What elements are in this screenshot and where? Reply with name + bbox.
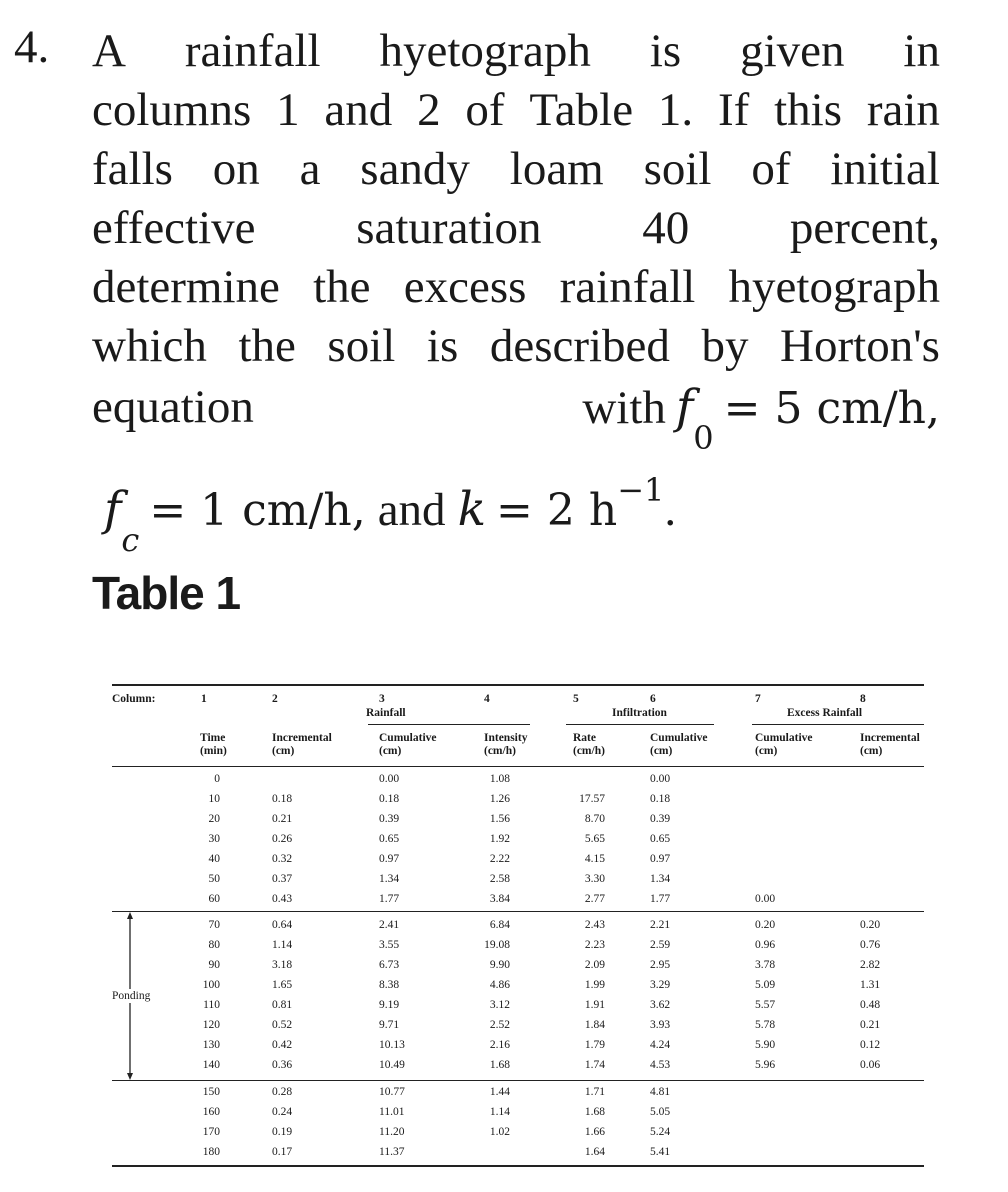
col-num-7: 7 (755, 693, 761, 705)
k-symbol: k (457, 482, 487, 537)
ponding-start-rule (112, 911, 924, 912)
cell-cumulative-rain: 2.41 (379, 919, 400, 931)
cell-cumulative-infiltration: 1.34 (650, 873, 671, 885)
header-rate: Rate (cm/h) (573, 732, 605, 757)
word: saturation (356, 202, 542, 254)
cell-cumulative-rain: 0.00 (379, 773, 400, 785)
cell-cumulative-infiltration: 1.77 (650, 893, 671, 905)
f0-symbol: f (675, 380, 694, 435)
cell-incremental-rain: 0.24 (272, 1106, 293, 1118)
cell-cumulative-rain: 10.49 (379, 1059, 405, 1071)
word: determine (92, 261, 280, 313)
cell-cumulative-excess: 3.78 (755, 959, 776, 971)
header-cumulative-excess: Cumulative (cm) (755, 732, 813, 757)
period: . (664, 484, 677, 536)
cell-cumulative-infiltration: 5.05 (650, 1106, 671, 1118)
cell-time: 180 (202, 1146, 220, 1158)
word: of (465, 84, 505, 136)
cell-incremental-rain: 1.14 (272, 939, 293, 951)
header-incremental-excess: Incremental (cm) (860, 732, 920, 757)
cell-cumulative-rain: 0.65 (379, 833, 400, 845)
fc-value: = 1 cm/h, (149, 485, 366, 536)
word: with (582, 382, 666, 434)
cell-time: 0 (214, 773, 220, 785)
word: percent, (789, 202, 940, 254)
word: If (717, 84, 750, 136)
cell-cumulative-infiltration: 4.81 (650, 1086, 671, 1098)
cell-incremental-rain: 0.18 (272, 793, 293, 805)
cell-cumulative-rain: 10.13 (379, 1039, 405, 1051)
cell-incremental-rain: 0.28 (272, 1086, 293, 1098)
cell-intensity: 1.92 (489, 833, 510, 845)
fc-subscript: c (121, 521, 140, 559)
cell-cumulative-rain: 1.77 (379, 893, 400, 905)
word: by (701, 320, 749, 372)
cell-intensity: 1.26 (489, 793, 510, 805)
word: A (92, 25, 126, 77)
ponding-end-rule (112, 1080, 924, 1081)
cell-time: 50 (208, 873, 220, 885)
cell-incremental-rain: 0.19 (272, 1126, 293, 1138)
cell-rate: 1.79 (584, 1039, 605, 1051)
question-line-5 (92, 261, 940, 313)
word: and (324, 84, 393, 136)
cell-rate: 1.66 (584, 1126, 605, 1138)
word: is (649, 25, 682, 77)
word: which (92, 320, 207, 372)
cell-time: 130 (202, 1039, 220, 1051)
word: sandy (360, 143, 470, 195)
cell-time: 120 (202, 1019, 220, 1031)
cell-rate: 5.65 (584, 833, 605, 845)
cell-incremental-excess: 2.82 (860, 959, 881, 971)
word: falls (92, 143, 173, 195)
cell-cumulative-rain: 8.38 (379, 979, 400, 991)
col-num-4: 4 (484, 693, 490, 705)
cell-incremental-excess: 0.76 (860, 939, 881, 951)
cell-cumulative-excess: 5.90 (755, 1039, 776, 1051)
word: excess (403, 261, 527, 313)
cell-intensity: 1.68 (489, 1059, 510, 1071)
fc-expression (104, 471, 677, 559)
word: the (313, 261, 371, 313)
cell-rate: 2.43 (584, 919, 605, 931)
word: and (377, 484, 446, 536)
k-exponent: −1 (617, 471, 665, 509)
cell-rate: 1.99 (584, 979, 605, 991)
cell-cumulative-excess: 5.57 (755, 999, 776, 1011)
cell-rate: 2.77 (584, 893, 605, 905)
cell-incremental-excess: 0.20 (860, 919, 881, 931)
group-rainfall: Rainfall (366, 707, 406, 719)
f0-expression (582, 380, 940, 457)
col-num-8: 8 (860, 693, 866, 705)
question-line-6 (92, 320, 940, 372)
cell-intensity: 19.08 (484, 939, 510, 951)
cell-incremental-excess: 0.12 (860, 1039, 881, 1051)
cell-time: 160 (202, 1106, 220, 1118)
cell-cumulative-rain: 1.34 (379, 873, 400, 885)
cell-cumulative-infiltration: 5.24 (650, 1126, 671, 1138)
cell-incremental-excess: 1.31 (860, 979, 881, 991)
cell-time: 150 (202, 1086, 220, 1098)
cell-intensity: 6.84 (489, 919, 510, 931)
word: columns (92, 84, 252, 136)
word: 1. (657, 84, 694, 136)
rainfall-group-rule (368, 724, 530, 725)
cell-cumulative-infiltration: 2.59 (650, 939, 671, 951)
cell-time: 140 (202, 1059, 220, 1071)
table-top-rule (112, 684, 924, 686)
word: the (238, 320, 296, 372)
col-num-2: 2 (272, 693, 278, 705)
word: rainfall (184, 25, 321, 77)
cell-rate: 2.09 (584, 959, 605, 971)
word: soil (327, 320, 396, 372)
cell-cumulative-rain: 9.71 (379, 1019, 400, 1031)
cell-time: 110 (203, 999, 220, 1011)
cell-time: 90 (208, 959, 220, 971)
excess-group-rule (752, 724, 924, 725)
word: loam (509, 143, 604, 195)
cell-cumulative-infiltration: 0.39 (650, 813, 671, 825)
cell-incremental-rain: 0.21 (272, 813, 293, 825)
question-line-2 (92, 84, 940, 136)
word: 2 (417, 84, 441, 136)
cell-cumulative-rain: 6.73 (379, 959, 400, 971)
column-label: Column: (112, 693, 156, 705)
cell-cumulative-excess: 5.96 (755, 1059, 776, 1071)
ponding-label: Ponding (112, 990, 151, 1002)
cell-incremental-rain: 0.26 (272, 833, 293, 845)
cell-time: 60 (208, 893, 220, 905)
question-line-4 (92, 202, 940, 254)
cell-cumulative-excess: 0.20 (755, 919, 776, 931)
cell-rate: 1.68 (584, 1106, 605, 1118)
cell-rate: 1.84 (584, 1019, 605, 1031)
cell-time: 70 (208, 919, 220, 931)
word: Table (529, 84, 634, 136)
cell-cumulative-rain: 9.19 (379, 999, 400, 1011)
cell-incremental-rain: 0.17 (272, 1146, 293, 1158)
question-number: 4. (14, 21, 50, 73)
header-bottom-rule (112, 766, 924, 767)
cell-cumulative-excess: 5.78 (755, 1019, 776, 1031)
cell-cumulative-infiltration: 2.95 (650, 959, 671, 971)
k-value: = 2 h (496, 485, 618, 536)
cell-cumulative-rain: 0.39 (379, 813, 400, 825)
question-line-1 (92, 25, 940, 77)
group-excess: Excess Rainfall (787, 707, 863, 719)
word: 40 (642, 202, 690, 254)
question-line-7 (92, 380, 940, 457)
cell-cumulative-rain: 10.77 (379, 1086, 405, 1098)
cell-rate: 2.23 (584, 939, 605, 951)
word: effective (92, 202, 256, 254)
cell-time: 80 (208, 939, 220, 951)
cell-incremental-rain: 0.37 (272, 873, 293, 885)
cell-incremental-excess: 0.21 (860, 1019, 881, 1031)
cell-rate: 3.30 (584, 873, 605, 885)
cell-cumulative-infiltration: 0.65 (650, 833, 671, 845)
cell-cumulative-rain: 3.55 (379, 939, 400, 951)
cell-rate: 1.91 (584, 999, 605, 1011)
word: initial (830, 143, 940, 195)
cell-time: 100 (202, 979, 220, 991)
cell-intensity: 4.86 (489, 979, 510, 991)
cell-cumulative-rain: 0.18 (379, 793, 400, 805)
word: rainfall (559, 261, 696, 313)
word: hyetograph (728, 261, 940, 313)
cell-rate: 4.15 (584, 853, 605, 865)
cell-time: 30 (208, 833, 220, 845)
cell-incremental-rain: 0.36 (272, 1059, 293, 1071)
cell-cumulative-excess: 0.00 (755, 893, 776, 905)
cell-rate: 1.64 (584, 1146, 605, 1158)
word: of (751, 143, 791, 195)
table-bottom-rule (112, 1165, 924, 1167)
cell-incremental-rain: 0.43 (272, 893, 293, 905)
cell-cumulative-infiltration: 0.00 (650, 773, 671, 785)
fc-symbol: f (104, 482, 122, 537)
cell-intensity: 2.58 (489, 873, 510, 885)
cell-rate: 8.70 (584, 813, 605, 825)
col-num-1: 1 (201, 693, 207, 705)
word: described (489, 320, 670, 372)
header-incremental-rain: Incremental (cm) (272, 732, 332, 757)
cell-rate: 1.71 (584, 1086, 605, 1098)
header-cumulative-rain: Cumulative (cm) (379, 732, 437, 757)
word: a (299, 143, 321, 195)
cell-intensity: 1.14 (489, 1106, 510, 1118)
cell-incremental-excess: 0.48 (860, 999, 881, 1011)
word: equation (92, 381, 254, 433)
word: 1 (276, 84, 300, 136)
f0-subscript: 0 (693, 419, 714, 457)
cell-cumulative-rain: 11.37 (379, 1146, 405, 1158)
word: soil (643, 143, 712, 195)
header-time: Time (min) (200, 732, 227, 757)
cell-rate: 1.74 (584, 1059, 605, 1071)
cell-intensity: 9.90 (489, 959, 510, 971)
cell-incremental-rain: 0.32 (272, 853, 293, 865)
cell-cumulative-infiltration: 4.24 (650, 1039, 671, 1051)
header-cumulative-infiltration: Cumulative (cm) (650, 732, 708, 757)
cell-intensity: 2.16 (489, 1039, 510, 1051)
cell-incremental-rain: 0.81 (272, 999, 293, 1011)
cell-incremental-rain: 0.52 (272, 1019, 293, 1031)
cell-time: 170 (202, 1126, 220, 1138)
cell-intensity: 1.08 (489, 773, 510, 785)
cell-incremental-rain: 3.18 (272, 959, 293, 971)
cell-cumulative-rain: 11.01 (379, 1106, 405, 1118)
infiltration-group-rule (566, 724, 714, 725)
cell-cumulative-infiltration: 5.41 (650, 1146, 671, 1158)
cell-intensity: 3.84 (489, 893, 510, 905)
cell-cumulative-rain: 0.97 (379, 853, 400, 865)
cell-cumulative-infiltration: 0.18 (650, 793, 671, 805)
word: in (903, 25, 940, 77)
cell-cumulative-rain: 11.20 (379, 1126, 405, 1138)
f0-value: = 5 cm/h, (723, 383, 940, 434)
cell-intensity: 1.02 (489, 1126, 510, 1138)
cell-cumulative-infiltration: 4.53 (650, 1059, 671, 1071)
cell-incremental-rain: 0.64 (272, 919, 293, 931)
word: is (426, 320, 459, 372)
word: rain (866, 84, 940, 136)
cell-intensity: 2.22 (489, 853, 510, 865)
question-line-3 (92, 143, 940, 195)
cell-intensity: 1.44 (489, 1086, 510, 1098)
word: hyetograph (379, 25, 591, 77)
cell-incremental-rain: 1.65 (272, 979, 293, 991)
rainfall-table (112, 684, 924, 1168)
cell-time: 20 (208, 813, 220, 825)
cell-incremental-excess: 0.06 (860, 1059, 881, 1071)
cell-rate: 17.57 (579, 793, 605, 805)
word: given (740, 25, 845, 77)
cell-cumulative-infiltration: 0.97 (650, 853, 671, 865)
cell-time: 10 (208, 793, 220, 805)
cell-intensity: 3.12 (489, 999, 510, 1011)
cell-cumulative-infiltration: 2.21 (650, 919, 671, 931)
cell-cumulative-excess: 5.09 (755, 979, 776, 991)
word: on (212, 143, 260, 195)
col-num-5: 5 (573, 693, 579, 705)
col-num-6: 6 (650, 693, 656, 705)
cell-time: 40 (208, 853, 220, 865)
cell-cumulative-infiltration: 3.29 (650, 979, 671, 991)
col-num-3: 3 (379, 693, 385, 705)
cell-intensity: 2.52 (489, 1019, 510, 1031)
table-title: Table 1 (92, 567, 241, 619)
word: this (774, 84, 843, 136)
group-infiltration: Infiltration (612, 707, 667, 719)
cell-intensity: 1.56 (489, 813, 510, 825)
cell-cumulative-excess: 0.96 (755, 939, 776, 951)
question-line-8 (92, 471, 940, 559)
cell-cumulative-infiltration: 3.62 (650, 999, 671, 1011)
cell-incremental-rain: 0.42 (272, 1039, 293, 1051)
word: Horton's (780, 320, 940, 372)
cell-cumulative-infiltration: 3.93 (650, 1019, 671, 1031)
header-intensity: Intensity (cm/h) (484, 732, 528, 757)
